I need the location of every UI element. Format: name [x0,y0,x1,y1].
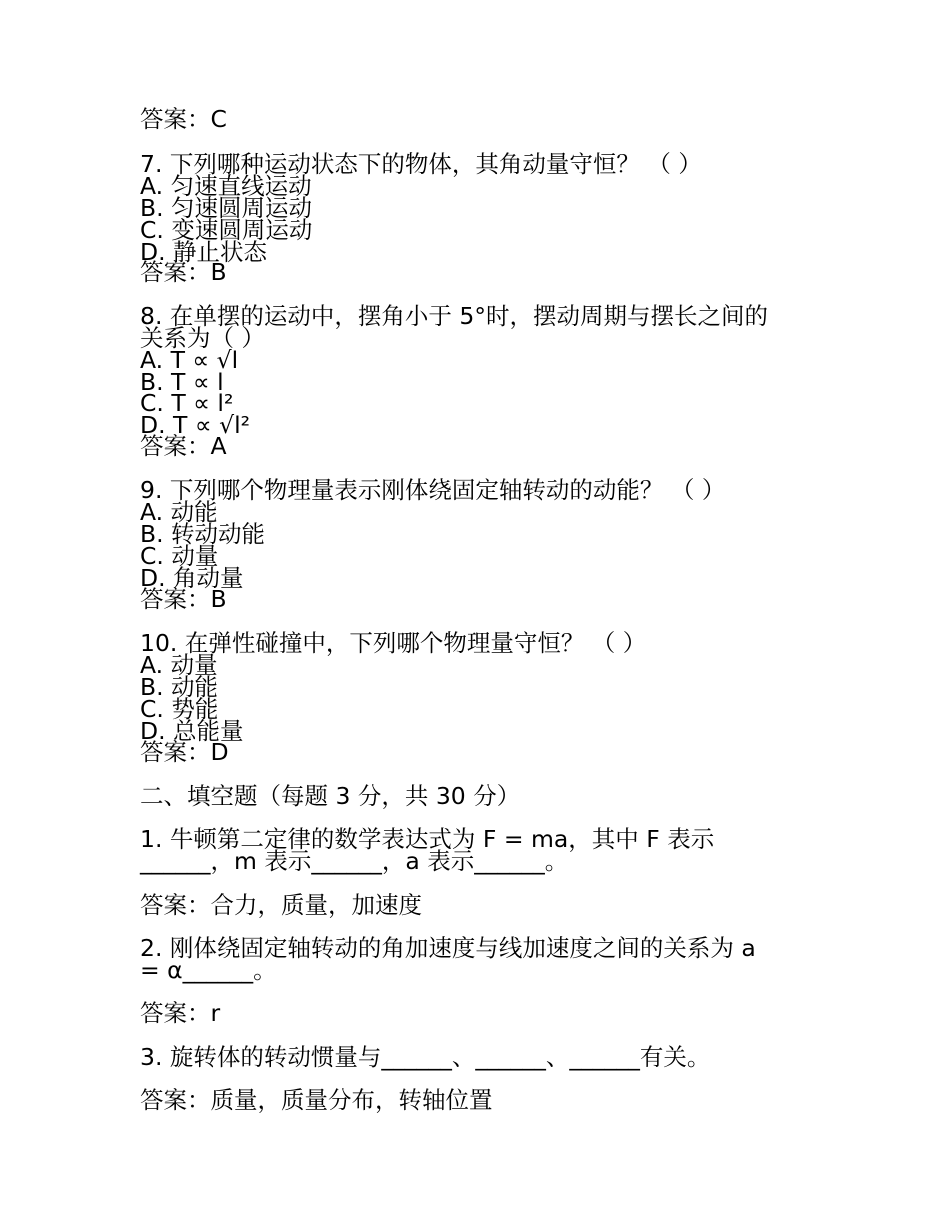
question-9: 9. 下列哪个物理量表示刚体绕固定轴转动的动能？ （ ） [140,476,726,504]
option-d: D. 总能量 [140,717,244,745]
option-b: B. 转动动能 [140,520,266,548]
fill-question-3: 3. 旋转体的转动惯量与______、______、______有关。 [140,1043,711,1071]
fill-question-2-continued: = α______。 [140,956,277,984]
fill-question-2: 2. 刚体绕固定轴转动的角加速度与线加速度之间的关系为 a [140,934,756,962]
option-d: D. T ∝ √l² [140,411,251,439]
option-b: B. 匀速圆周运动 [140,194,313,222]
answer-line: 答案：r [140,999,221,1027]
answer-line: 答案：C [140,105,227,133]
option-a: A. T ∝ √l [140,346,239,374]
answer-line: 答案：B [140,258,227,286]
answer-line: 答案：B [140,585,227,613]
question-7: 7. 下列哪种运动状态下的物体，其角动量守恒？ （ ） [140,150,702,178]
option-c: C. 动量 [140,542,219,570]
answer-line: 答案：合力，质量，加速度 [140,891,422,919]
section-heading: 二、填空题（每题 3 分，共 30 分） [140,782,521,810]
answer-line: 答案：质量，质量分布，转轴位置 [140,1086,493,1114]
answer-line: 答案：A [140,432,227,460]
fill-question-1: 1. 牛顿第二定律的数学表达式为 F = ma，其中 F 表示 [140,825,715,853]
question-8: 8. 在单摆的运动中，摆角小于 5°时，摆动周期与摆长之间的 [140,302,769,330]
option-a: A. 匀速直线运动 [140,172,312,200]
option-c: C. T ∝ l² [140,389,234,417]
question-10: 10. 在弹性碰撞中，下列哪个物理量守恒？ （ ） [140,629,647,657]
answer-line: 答案：D [140,738,229,766]
option-b: B. 动能 [140,673,219,701]
option-d: D. 角动量 [140,564,244,592]
option-a: A. 动能 [140,498,218,526]
option-a: A. 动量 [140,651,218,679]
option-d: D. 静止状态 [140,238,268,266]
fill-question-1-continued: ______，m 表示______，a 表示______。 [140,847,569,875]
question-8-continued: 关系为（ ） [140,324,265,352]
option-c: C. 变速圆周运动 [140,216,313,244]
option-c: C. 势能 [140,695,219,723]
option-b: B. T ∝ l [140,368,224,396]
